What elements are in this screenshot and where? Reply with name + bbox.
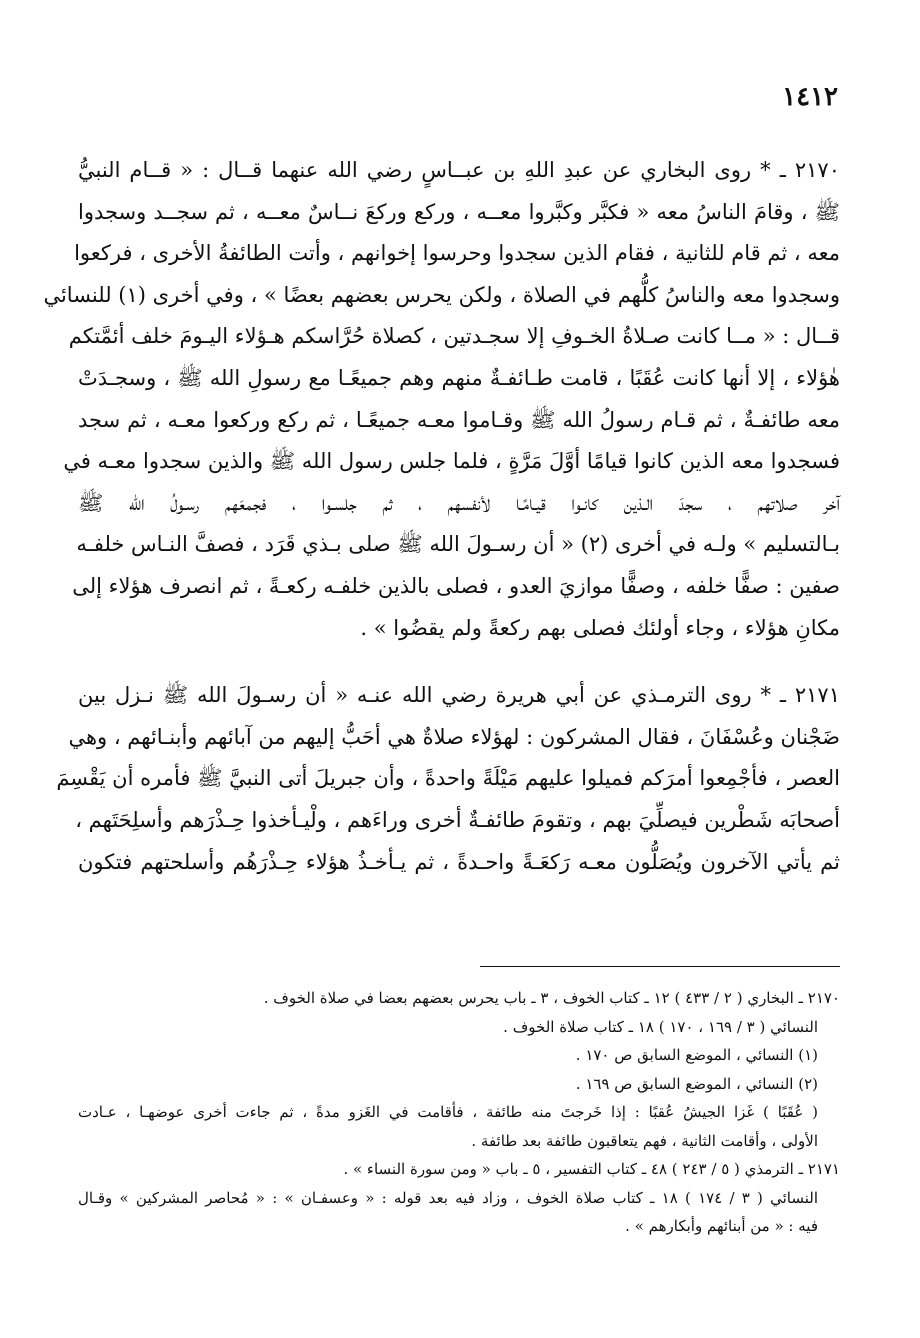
footnote-line: (١) النسائي ، الموضع السابق ص ١٧٠ . (575, 1046, 818, 1064)
footnotes (78, 984, 840, 1241)
text-line: مكانِ هؤلاء ، وجاء أولئك فصلى بهم ركعةً ولم يقضُوا » . (360, 615, 840, 640)
text-line: بـالتسليم » ولـه في أخرى (٢) « أن رسـولَ الله ﷺ صلى بـذي قَرَد ، فصفَّ النـاس خلفـه (76, 532, 840, 557)
text-line: العصر ، فأجْمِعوا أمرَكم فميلوا عليهم مَيْلَةً واحدةً ، وأن جبريلَ أتى النبيَّ ﷺ فأمره أن يَقْسِمَ (56, 766, 840, 791)
footnote-line: النسائي ( ٣ / ١٦٩ ، ١٧٠ ) ١٨ ـ كتاب صلاة الخوف . (503, 1017, 818, 1036)
text-line: ﷺ ، وقامَ الناسُ معه « فكبَّر وكبَّروا معــه ، وركع وركعَ نــاسٌ معــه ، ثم سجــد وسجدوا (78, 199, 840, 224)
footnote-line: ٢١٧٠ ـ البخاري ( ٢ / ٤٣٣ ) ١٢ ـ كتاب الخوف ، ٣ ـ باب يحرس بعضهم بعضا في صلاة الخوف . (263, 989, 840, 1007)
footnote-line: الأولى ، وأقامت الثانية ، فهم يتعاقبون طائفة بعد طائفة . (471, 1131, 818, 1150)
page-number: ١٤١٢ (782, 82, 838, 112)
text-line: أصحابَه شَطْرين فيصلِّيَ بهم ، وتقومَ طائفـةٌ أخرى وراءَهم ، ولْيـأخذوا حِـذْرَهم وأسلِحَتَهم ، (75, 807, 840, 832)
text-line: هٰؤلاء ، إلا أنها كانت عُقَبًا ، قامت طـائفـةٌ منهم وهم جميعًـا مع رسولِ الله ﷺ ، وسجـدَتْ (78, 365, 840, 390)
text-line: معه ، ثم قام للثانية ، فقام الذين سجدوا وحرسوا إخوانهم ، وأتت الطائفةُ الأخرى ، فركعوا (74, 241, 840, 266)
text-line: صفين : صفًّا خلفه ، وصفًّا موازيَ العدو ، فصلى بالذين خلفـه ركعـةً ، ثم انصرف هؤلاء إلى (72, 573, 840, 598)
text-line: وسجدوا معه والناسُ كلُّهم في الصلاة ، ولكن يحرس بعضهم بعضًا » ، وفي أخرى (١) للنسائي (43, 282, 840, 307)
footnote-line: ٢١٧١ ـ الترمذي ( ٥ / ٢٤٣ ) ٤٨ ـ كتاب التفسير ، ٥ ـ باب « ومن سورة النساء » . (343, 1160, 840, 1178)
text-line: فسجدوا معه الذين كانوا قيامًا أوَّلَ مَرَّةٍ ، فلما جلس رسول الله ﷺ والذين سجدوا معـه في (63, 449, 840, 474)
footnote-line: فيه : « من أبنائهم وأبكارهم » . (625, 1217, 818, 1235)
footnote-line: (٢) النسائي ، الموضع السابق ص ١٦٩ . (575, 1074, 818, 1093)
text-line: ٢١٧١ ـ * روى الترمـذي عن أبي هريرة رضي الله عنـه « أن رسـولَ الله ﷺ نـزل بين (78, 683, 840, 708)
text-line: ٢١٧٠ ـ * روى البخاري عن عبدِ اللهِ بن عبــاسٍ رضي الله عنهما قــال : « قــام النبيُّ (78, 158, 840, 182)
hadith-2170-paragraph (43, 150, 840, 649)
text-line: معه طائفـةٌ ، ثم قـام رسولُ الله ﷺ وقـاموا معـه جميعًـا ، ثم ركع وركعوا معـه ، ثم سجد (78, 407, 840, 432)
text-line: ثم يأتي الآخرون ويُصَلُّون معـه رَكعَـةً واحـدةً ، ثم يـأخـذُ هؤلاء حِـذْرَهُم وأسلحتهم فتكون (78, 849, 840, 874)
text-line: قــال : « مــا كانت صـلاةُ الخـوفِ إلا سجـدتين ، كصلاة حُرَّاسكم هـؤلاء اليـومَ خلف أئمَّتكم (68, 324, 840, 349)
footnote-line: النسائي ( ٣ / ١٧٤ ) ١٨ ـ كتاب صلاة الخوف ، وزاد فيه بعد قوله : « وعسفـان » : « مُحاصر المشركين » وقـال (78, 1188, 818, 1207)
footnote-divider (480, 966, 840, 967)
text-line: ضَجْنان وعُسْفَانَ ، فقال المشركون : لهؤلاء صلاةٌ هي أحَبُّ إليهم من آبائهم وأبنـائهم ، وهي (68, 724, 840, 749)
text-line: آخر صلاتهم ، سجدَ الـذين كانـوا قيـامًـا لأنفسهم ، ثم جلسـوا ، فجمعَهم رسـولُ الله ﷺ (78, 490, 840, 515)
hadith-2171-paragraph (56, 675, 840, 883)
main-text (43, 150, 840, 883)
paragraph-gap (78, 649, 840, 675)
footnote-line: ( عُقَبًا ) غَزا الجيشُ عُقبًا : إذا خَرجتَ منه طائفة ، فأقامت في الغَزو مدةً ، ثم جاءت أخرى عوضهـا ، عـادت (78, 1103, 818, 1121)
